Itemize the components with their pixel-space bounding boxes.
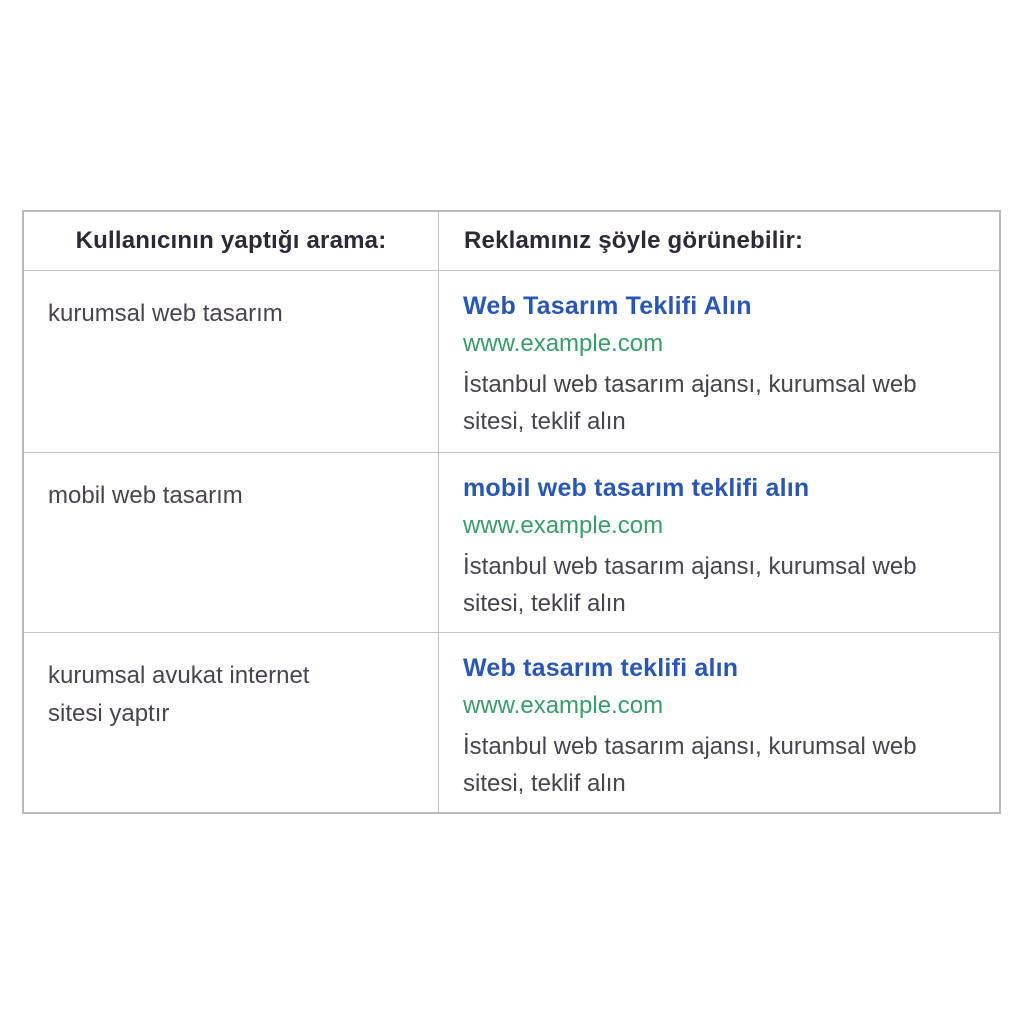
comparison-table bbox=[22, 210, 1001, 814]
ad-description: İstanbul web tasarım ajansı, kurumsal web sitesi, teklif alın bbox=[463, 371, 917, 435]
header-ad-column: Reklamınız şöyle görünebilir: bbox=[438, 212, 999, 270]
header-query-column: Kullanıcının yaptığı arama: bbox=[24, 212, 438, 270]
table-row-1-query-cell bbox=[24, 270, 438, 452]
ad-display-url: www.example.com bbox=[463, 512, 664, 539]
ad-display-url: www.example.com bbox=[463, 330, 664, 357]
ad-title-link[interactable]: Web tasarım teklifi alın bbox=[463, 654, 739, 682]
search-query-text: kurumsal avukat internet sitesi yaptır bbox=[48, 662, 310, 727]
search-query-text: kurumsal web tasarım bbox=[48, 300, 283, 327]
table-row-3-query-cell bbox=[24, 632, 438, 812]
ad-description: İstanbul web tasarım ajansı, kurumsal web sitesi, teklif alın bbox=[463, 733, 917, 797]
ad-description: İstanbul web tasarım ajansı, kurumsal web sitesi, teklif alın bbox=[463, 553, 917, 617]
table-row-2-ad-cell bbox=[438, 452, 999, 632]
table-row-3-ad-cell bbox=[438, 632, 999, 812]
ad-display-url: www.example.com bbox=[463, 692, 664, 719]
ad-title-link[interactable]: Web Tasarım Teklifi Alın bbox=[463, 292, 752, 320]
table-row-1-ad-cell bbox=[438, 270, 999, 452]
search-query-text: mobil web tasarım bbox=[48, 482, 243, 509]
table-row-2-query-cell bbox=[24, 452, 438, 632]
ad-title-link[interactable]: mobil web tasarım teklifi alın bbox=[463, 474, 810, 502]
